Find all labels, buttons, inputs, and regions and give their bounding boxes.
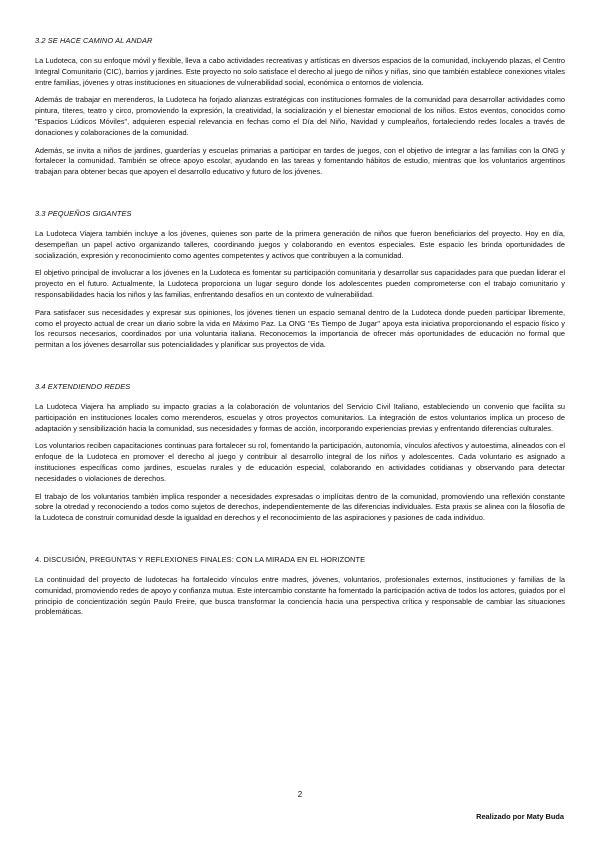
document-page	[35, 36, 565, 625]
section-heading: 4. DISCUSIÓN, PREGUNTAS Y REFLEXIONES FINALES: CON LA MIRADA EN EL HORIZONTE	[35, 554, 366, 564]
section-3-3	[35, 209, 565, 351]
section-4	[35, 555, 565, 618]
section-3-4	[35, 382, 565, 524]
section-heading: 3.4 EXTENDIENDO REDES	[35, 381, 131, 391]
paragraph: La Ludoteca, con su enfoque móvil y flexible, lleva a cabo actividades recreativas y artísticas en diversos espacios de la comunidad, incluyendo plazas, el Centro Integral Comunitario (CIC), barrios y jardines. Este proyecto no solo satisface el derecho al juego de niños y niñas, sino que también establece conexiones vitales entre familias, jóvenes y otras instituciones en situaciones de vulnerabilidad social, económica o entornos de violencia.	[35, 56, 565, 87]
section-heading: 3.2 SE HACE CAMINO AL ANDAR	[35, 36, 153, 45]
paragraph: El objetivo principal de involucrar a los jóvenes en la Ludoteca es fomentar su participación comunitaria y desarrollar sus capacidades para que puedan liderar el proyecto en el futuro. Actualmente, la Ludoteca proporciona un lugar seguro donde los adolescentes pueden comprometerse con el trabajo comunitario y responsabilidades hacia los niños y las familias, enfrentando desafíos en un contexto de vulnerabilidad.	[35, 268, 565, 299]
section-3-2	[35, 36, 565, 178]
paragraph: La Ludoteca Viajera también incluye a los jóvenes, quienes son parte de la primera generación de niños que fueron beneficiarios del proyecto. Hoy en día, desempeñan un papel activo organizando talleres, coordinando juegos y colaborando en eventos especiales. Este espacio les brinda oportunidades de socialización, expresión y reconocimiento como agentes competentes y activos que contribuyen a la comunidad.	[35, 228, 565, 260]
footer-credit: Realizado por Maty Buda	[476, 812, 564, 821]
paragraph: Para satisfacer sus necesidades y expresar sus opiniones, los jóvenes tienen un espacio semanal dentro de la Ludoteca donde pueden participar libremente, como el proyecto actual de crear un diario sobre la vida en Máximo Paz. La ONG "Es Tiempo de Jugar" apoya esta iniciativa proporcionando el espacio físico y los recursos necesarios, coordinados por una voluntaria italiana. Reconocemos la importancia de ofrecer más oportunidades de educación no formal que permitan a los jóvenes desarrollar sus potencialidades y planificar sus proyectos de vida.	[35, 307, 565, 350]
paragraph: La Ludoteca Viajera ha ampliado su impacto gracias a la colaboración de voluntarios del Servicio Civil Italiano, estableciendo un convenio que facilita su participación en instituciones locales como merenderos, escuelas y otros proyectos comunitarios. La integración de estos voluntarios implica un proceso de adaptación y sensibilización hacia la comunidad, sus necesidades y formas de acción, incorporando experiencias previas y enfrentando diferencias culturales.	[35, 401, 565, 433]
paragraph: La continuidad del proyecto de ludotecas ha fortalecido vínculos entre madres, jóvenes, voluntarios, profesionales externos, instituciones y familias de la comunidad, promoviendo redes de apoyo y confianza mutua. Este intercambio constante ha fomentado la participación activa de todos los actores, guiados por el principio de concientización según Paulo Freire, que busca transformar la conciencia hacia una perspectiva crítica y responsable de cambiar las situaciones problemáticas.	[35, 574, 565, 617]
page-number: 2	[297, 790, 303, 799]
paragraph: Además, se invita a niños de jardines, guarderías y escuelas primarias a participar en tardes de juegos, con el objetivo de integrar a las familias con la ONG y fortalecer la comunidad. También se ofrece apoyo escolar, ayudando en las tareas y fomentando hábitos de estudio, mientras que los voluntarios argentinos trabajan para obtener becas que apoyen el desarrollo educativo y futuro de los jóvenes.	[35, 145, 565, 177]
paragraph: Además de trabajar en merenderos, la Ludoteca ha forjado alianzas estratégicas con instituciones formales de la comunidad para desarrollar actividades como pintura, títeres, teatro y circo, promoviendo la expresión, la creatividad, la socialización y el bienestar emocional de los niños. Estos eventos, conocidos como "Espacios Lúdicos Móviles", adquieren especial relevancia en fechas como el Día del Niño, Navidad y cumpleaños, fortaleciendo redes locales a través de donaciones y colaboraciones de la comunidad.	[35, 95, 565, 137]
section-heading: 3.3 PEQUEÑOS GIGANTES	[35, 208, 132, 218]
paragraph: Los voluntarios reciben capacitaciones continuas para fortalecer su rol, fomentando la participación, autonomía, vínculos afectivos y autoestima, alineados con el enfoque de la Ludoteca en promover el derecho al juego y contribuir al desarrollo integral de los niños y adolescentes. Cada voluntario es asignado a instituciones específicas como jardines, escuelas rurales y de educación especial, colaborando en actividades cotidianas y observando para detectar necesidades o violaciones de derechos.	[35, 441, 565, 483]
paragraph: El trabajo de los voluntarios también implica responder a necesidades expresadas o implícitas dentro de la comunidad, promoviendo una reflexión constante sobre la otredad y reconociendo a todos como sujetos de derechos, independientemente de las diferencias individuales. Esta praxis se alinea con la filosofía de la Ludoteca de construir comunidad desde la igualdad en derechos y el reconocimiento de las aspiraciones y pasiones de cada individuo.	[35, 491, 565, 523]
